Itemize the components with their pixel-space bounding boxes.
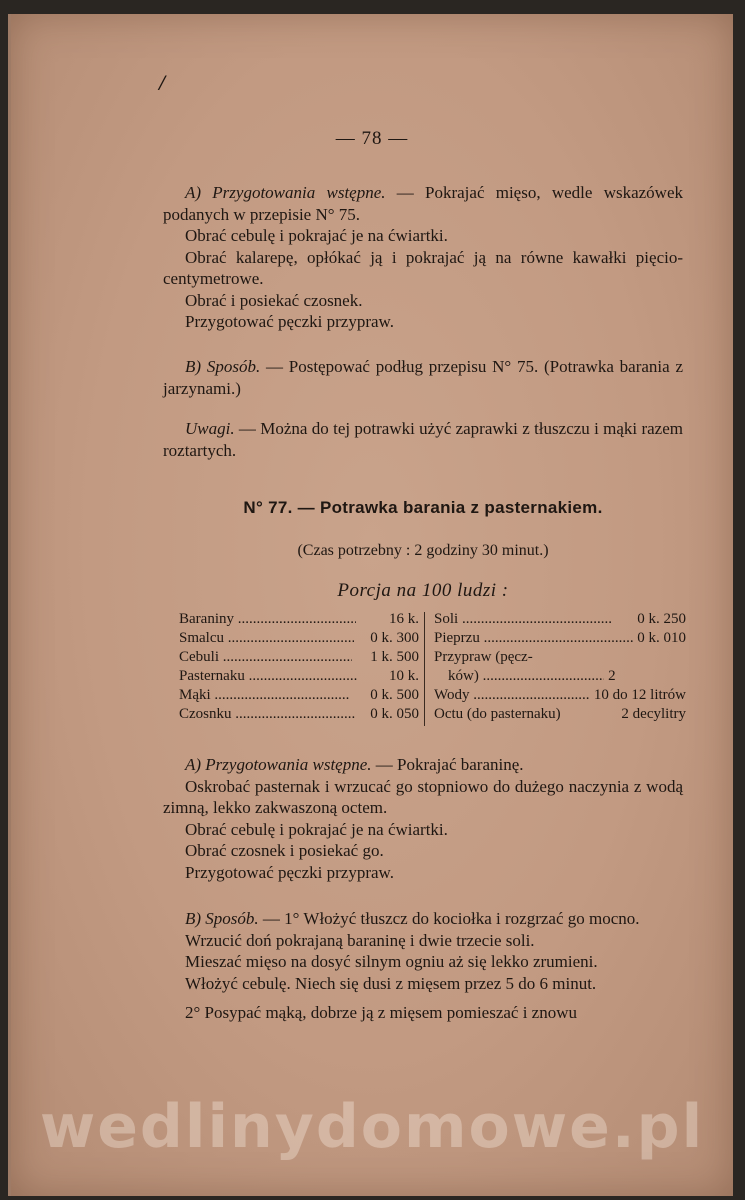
ingredient-row xyxy=(179,686,419,705)
section-label: A) Przygotowania wstępne. xyxy=(185,183,386,202)
prev-recipe-method xyxy=(163,356,683,399)
section-label: Uwagi. xyxy=(185,419,235,438)
section-label: B) Sposób. xyxy=(185,909,259,928)
ingredient-qty xyxy=(682,648,686,667)
paragraph-line: Obrać i posiekać czosnek. xyxy=(185,290,363,310)
ingredient-name: Przypraw (pęcz- xyxy=(434,649,533,665)
paragraph-line: Przygotować pęczki przypraw. xyxy=(185,862,394,882)
recipe-portion: Porcja na 100 ludzi : xyxy=(337,580,509,601)
paragraph-line: Oskrobać pasternak i wrzucać go stopniowo do dużego naczynia z wodą zimną, lekko zakwaszoną octem. xyxy=(163,776,683,817)
paragraph-text: — Pokrajać mięso, wedle wskazówek podanych w przepisie N° 75. xyxy=(163,183,683,224)
recipe-preparation xyxy=(163,754,683,883)
ingredients-right-column xyxy=(434,610,686,724)
recipe-title: N° 77. — Potrawka barania z pasternakiem. xyxy=(243,498,603,517)
paragraph-line: Obrać cebulę i pokrajać je na ćwiartki. xyxy=(185,226,448,245)
ingredient-name: Czosnku ..... xyxy=(179,705,355,724)
ingredient-row xyxy=(179,705,419,724)
ingredient-row xyxy=(179,667,419,686)
paragraph-line: Włożyć cebulę. Niech się dusi z mięsem przez 5 do 6 minut. xyxy=(185,973,597,993)
page-number: — 78 — xyxy=(335,128,409,149)
recipe-time: (Czas potrzebny : 2 godziny 30 minut.) xyxy=(297,542,549,559)
ingredient-name: Soli ..... xyxy=(434,610,612,629)
ingredient-qty: 2 decylitry xyxy=(621,706,686,722)
paragraph-line: Obrać kalarepę, opłókać ją i pokrajać ją na równe kawałki pięcio-centymetrowe. xyxy=(163,247,683,288)
paragraph-line: Mieszać mięso na dosyć silnym ogniu aż się lekko zrumieni. xyxy=(185,952,598,971)
ingredient-name: Cebuli ..... xyxy=(179,648,352,667)
pencil-mark: / xyxy=(159,70,166,95)
ingredient-row xyxy=(179,629,419,648)
book-page xyxy=(8,14,733,1196)
ingredient-qty: 10 k. xyxy=(389,668,419,684)
ingredient-qty: 0 k. 500 xyxy=(370,687,419,703)
recipe-method xyxy=(163,908,683,1024)
ingredient-name: Octu (do pasternaku) xyxy=(434,706,561,722)
paragraph-line: Wrzucić doń pokrajaną baraninę i dwie trzecie soli. xyxy=(185,930,535,950)
column-divider xyxy=(424,612,425,726)
paragraph-text: — 1° Włożyć tłuszcz do kociołka i rozgrzać go mocno. xyxy=(258,909,640,928)
ingredient-row xyxy=(434,686,686,705)
ingredient-row xyxy=(434,667,686,686)
ingredient-name: Baraniny ..... xyxy=(179,610,356,629)
ingredient-qty: 10 do 12 litrów xyxy=(593,687,686,703)
ingredient-row xyxy=(434,629,686,648)
paragraph-line: 2° Posypać mąką, dobrze ją z mięsem pomieszać i znowu xyxy=(185,1003,578,1022)
ingredient-row xyxy=(434,648,686,667)
site-watermark: wedlinydomowe.pl xyxy=(39,1092,705,1162)
section-label: B) Sposób. xyxy=(185,357,261,376)
ingredient-name: ków) ..... xyxy=(434,667,604,686)
prev-recipe-notes xyxy=(163,418,683,461)
ingredient-qty: 0 k. 250 xyxy=(637,611,686,627)
paragraph-text: — Postępować podług przepisu N° 75. (Potrawka barania z jarzynami.) xyxy=(163,357,683,398)
ingredient-row xyxy=(434,610,686,629)
ingredient-qty: 0 k. 010 xyxy=(637,630,686,646)
ingredient-name: Pieprzu ..... xyxy=(434,629,633,648)
ingredient-row xyxy=(179,648,419,667)
ingredient-qty: 2 xyxy=(608,668,616,684)
paragraph-line: Przygotować pęczki przypraw. xyxy=(185,312,394,331)
ingredient-name: Smalcu ..... xyxy=(179,629,354,648)
paragraph-line: Obrać cebulę i pokrajać je na ćwiartki. xyxy=(185,819,448,839)
prev-recipe-preparation xyxy=(163,182,683,333)
ingredient-qty: 1 k. 500 xyxy=(370,649,419,665)
ingredient-name: Wody ..... xyxy=(434,686,590,705)
section-label: A) Przygotowania wstępne. xyxy=(185,755,372,774)
ingredient-qty: 0 k. 050 xyxy=(370,706,419,722)
paragraph-text: — Pokrajać baraninę. xyxy=(371,755,524,774)
paragraph-line: Obrać czosnek i posiekać go. xyxy=(185,841,384,860)
paragraph-text: — Można do tej potrawki użyć zaprawki z tłuszczu i mąki razem roztartych. xyxy=(163,419,683,460)
ingredient-row xyxy=(179,610,419,629)
ingredients-left-column xyxy=(179,610,419,724)
ingredient-qty: 0 k. 300 xyxy=(370,630,419,646)
ingredient-name: Mąki ..... xyxy=(179,686,350,705)
ingredient-name: Pasternaku ..... xyxy=(179,667,358,686)
ingredient-row xyxy=(434,705,686,724)
ingredient-qty: 16 k. xyxy=(389,611,419,627)
